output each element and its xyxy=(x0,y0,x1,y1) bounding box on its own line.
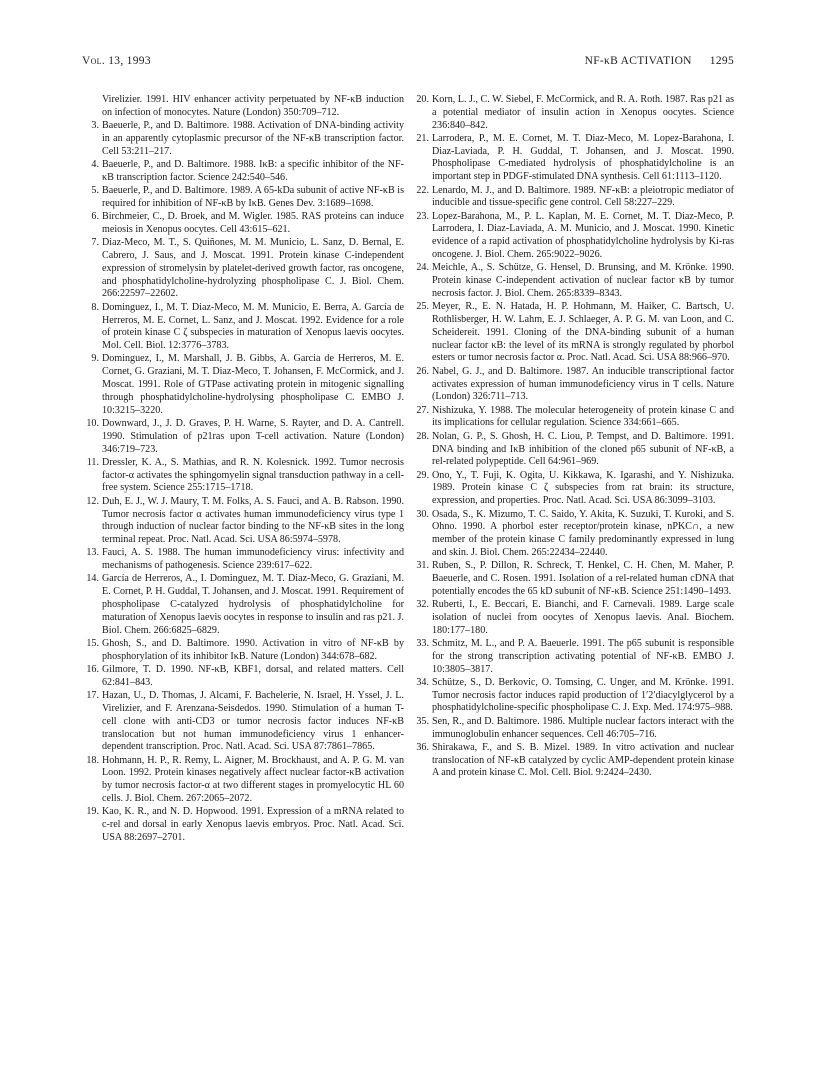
reference-entry xyxy=(82,457,404,495)
reference-entry xyxy=(82,159,404,185)
reference-entry xyxy=(412,509,734,560)
reference-number: 10. xyxy=(86,417,99,429)
reference-number: 7. xyxy=(91,237,99,249)
reference-text: Larrodera, P., M. E. Cornet, M. T. Diaz-Meco, M. Lopez-Barahona, I. Diaz-Laviada, P. H. Guddal, T. Johansen, and J. Moscat. 1990. Phospholipase C-mediated hydrolysis of phosphatidylcholine is an important step in PDGF-stimulated DNA synthesis. Cell 61:1113–1120. xyxy=(432,132,734,183)
reference-entry xyxy=(82,638,404,664)
reference-entry xyxy=(412,133,734,184)
reference-number: 21. xyxy=(416,132,429,144)
reference-text: Gilmore, T. D. 1990. NF-κB, KBF1, dorsal, and related matters. Cell 62:841–843. xyxy=(102,664,404,688)
reference-number: 23. xyxy=(416,210,429,222)
reference-text: García de Herreros, A., I. Dominguez, M. T. Diaz-Meco, G. Graziani, M. E. Cornet, P. H. Guddal, T. Johansen, and J. Moscat. 1991. Requirement of phospholipase C-catalyzed hydrolysis of phosphatidylcholine for maturation of Xenopus laevis oocytes in response to insulin and ras p21. J. Biol. Chem. 266:6825–6829. xyxy=(102,573,404,636)
reference-number: 30. xyxy=(416,508,429,520)
reference-entry xyxy=(412,94,734,132)
reference-number: 32. xyxy=(416,599,429,611)
reference-text: Ruberti, I., E. Beccari, E. Bianchi, and F. Carnevali. 1989. Large scale isolation of nuclei from oocytes of Xenopus laevis. Anal. Biochem. 180:177–180. xyxy=(432,599,734,636)
reference-text: Kao, K. R., and N. D. Hopwood. 1991. Expression of a mRNA related to c-rel and dorsal in early Xenopus laevis embryos. Proc. Natl. Acad. Sci. USA 88:2697–2701. xyxy=(102,806,404,843)
reference-number: 25. xyxy=(416,301,429,313)
reference-text: Duh, E. J., W. J. Maury, T. M. Folks, A. S. Fauci, and A. B. Rabson. 1990. Tumor necrosis factor α activates human immunodeficiency virus type 1 through induction of nuclear factor binding to the NF-κB sites in the long terminal repeat. Proc. Natl. Acad. Sci. USA 86:5974–5978. xyxy=(102,495,404,546)
reference-number: 18. xyxy=(86,754,99,766)
reference-number: 34. xyxy=(416,676,429,688)
reference-text: Ghosh, S., and D. Baltimore. 1990. Activation in vitro of NF-κB by phosphorylation of its inhibitor IκB. Nature (London) 344:678–682. xyxy=(102,637,404,662)
volume-label: Vol. 13, 1993 xyxy=(82,55,151,67)
reference-text: Meyer, R., E. N. Hatada, H. P. Hohmann, M. Haiker, C. Bartsch, U. Rothlisberger, H. W. Lahm, E. J. Schlaeger, A. P. G. M. van Loon, and C. Scheidereit. 1991. Cloning of the DNA-binding subunit of a human nuclear factor κB: the level of its mRNA is strongly regulated by phorbol esters or tumor necrosis factor α. Proc. Natl. Acad. Sci. USA 88:966–970. xyxy=(432,301,734,364)
reference-entry xyxy=(82,664,404,690)
reference-text: Birchmeier, C., D. Broek, and M. Wigler. 1985. RAS proteins can induce meiosis in Xenopus oocytes. Cell 43:615–621. xyxy=(102,211,404,235)
reference-column-left xyxy=(82,94,404,845)
reference-number: 4. xyxy=(91,158,99,170)
reference-entry xyxy=(82,573,404,637)
reference-entry xyxy=(82,185,404,211)
reference-number: 35. xyxy=(416,715,429,727)
reference-entry xyxy=(82,496,404,547)
reference-text: Ono, Y., T. Fuji, K. Ogita, U. Kikkawa, K. Igarashi, and Y. Nishizuka. 1989. Protein kinase C ζ subspecies from rat brain: its structure, expression, and properties. Proc. Natl. Acad. Sci. USA 86:3099–3103. xyxy=(432,469,734,507)
reference-number: 29. xyxy=(416,469,429,481)
reference-text: Shirakawa, F., and S. B. Mizel. 1989. In vitro activation and nuclear translocation of NF-κB catalyzed by cyclic AMP-dependent protein kinase A and protein kinase C. Mol. Cell. Biol. 9:2424–2430. xyxy=(432,741,734,779)
reference-number: 19. xyxy=(86,806,99,818)
reference-number: 20. xyxy=(416,94,429,105)
reference-text: Dressler, K. A., S. Mathias, and R. N. Kolesnick. 1992. Tumor necrosis factor-α activates the sphingomyelin signal transduction pathway in a cell-free system. Science 255:1715–1718. xyxy=(102,456,404,494)
reference-entry xyxy=(82,755,404,806)
reference-text: Downward, J., J. D. Graves, P. H. Warne, S. Rayter, and D. A. Cantrell. 1990. Stimulation of p21ras upon T-cell activation. Nature (London) 346:719–723. xyxy=(102,417,404,455)
reference-entry xyxy=(82,237,404,301)
running-header xyxy=(585,55,734,67)
reference-entry xyxy=(412,638,734,676)
reference-number: 36. xyxy=(416,741,429,753)
reference-entry xyxy=(412,560,734,598)
reference-number: 27. xyxy=(416,404,429,416)
reference-entry xyxy=(82,806,404,844)
reference-number: 28. xyxy=(416,430,429,442)
reference-number: 33. xyxy=(416,637,429,649)
reference-entry xyxy=(412,211,734,262)
reference-entry xyxy=(412,470,734,508)
reference-number: 8. xyxy=(91,301,99,313)
reference-entry xyxy=(412,185,734,211)
reference-entry xyxy=(82,418,404,456)
reference-text: Baeuerle, P., and D. Baltimore. 1988. IκB: a specific inhibitor of the NF-κB transcription factor. Science 242:540–546. xyxy=(102,158,404,183)
reference-number: 11. xyxy=(86,456,99,468)
reference-text: Osada, S., K. Mizumo, T. C. Saido, Y. Akita, K. Suzuki, T. Kuroki, and S. Ohno. 1990. A phorbol ester receptor/protein kinase, nPKC∩, a new member of the protein kinase C family predominantly expressed in lung and skin. J. Biol. Chem. 265:22434–22440. xyxy=(432,508,734,558)
reference-entry xyxy=(412,366,734,404)
reference-text: Schütze, S., D. Berkovic, O. Tomsing, C. Unger, and M. Krönke. 1991. Tumor necrosis factor induces rapid production of 1′2′diacylglycerol by a phosphatidylcholine-specific phospholipase C. J. Exp. Med. 174:975–988. xyxy=(432,676,734,714)
reference-text: Baeuerle, P., and D. Baltimore. 1989. A 65-kDa subunit of active NF-κB is required for inhibition of NF-κB by IκB. Genes Dev. 3:1689–1698. xyxy=(102,185,404,209)
reference-text: Meichle, A., S. Schütze, G. Hensel, D. Brunsing, and M. Krönke. 1990. Protein kinase C-independent activation of nuclear factor κB by tumor necrosis factor. J. Biol. Chem. 265:8339–8343. xyxy=(432,262,734,299)
reference-text: Lopez-Barahona, M., P. L. Kaplan, M. E. Cornet, M. T. Diaz-Meco, P. Larrodera, I. Diaz-Laviada, A. M. Municio, and J. Moscat. 1990. Kinetic evidence of a rapid activation of phosphatidylcholine hydrolysis by Ki-ras oncogene. J. Biol. Chem. 265:9022–9026. xyxy=(432,210,734,261)
reference-entry xyxy=(82,353,404,417)
reference-entry xyxy=(82,547,404,573)
reference-column-right xyxy=(412,94,734,781)
reference-entry xyxy=(82,690,404,754)
reference-entry xyxy=(412,716,734,742)
reference-number: 3. xyxy=(91,120,99,132)
reference-text: Nolan, G. P., S. Ghosh, H. C. Liou, P. Tempst, and D. Baltimore. 1991. DNA binding and IκB inhibition of the cloned p65 subunit of NF-κB, a rel-related polypeptide. Cell 64:961–969. xyxy=(432,430,734,468)
reference-text: Hazan, U., D. Thomas, J. Alcami, F. Bachelerie, N. Israel, H. Yssel, J. L. Virelizier, and F. Arenzana-Seisdedos. 1990. Stimulation of a human T-cell clone with anti-CD3 or tumor necrosis factor induces NF-κB translocation but not human immunodeficiency virus 1 enhancer-dependent transcription. Proc. Natl. Acad. Sci. USA 87:7861–7865. xyxy=(102,690,404,753)
reference-number: 9. xyxy=(91,353,99,365)
reference-text: Schmitz, M. L., and P. A. Baeuerle. 1991. The p65 subunit is responsible for the strong transcription activating potential of NF-κB. EMBO J. 10:3805–3817. xyxy=(432,637,734,675)
reference-text: Fauci, A. S. 1988. The human immunodeficiency virus: infectivity and mechanisms of pathogenesis. Science 239:617–622. xyxy=(102,547,404,572)
reference-number: 22. xyxy=(416,184,429,196)
reference-text: Sen, R., and D. Baltimore. 1986. Multiple nuclear factors interact with the immunoglobulin enhancer sequences. Cell 46:705–716. xyxy=(432,715,734,740)
reference-number: 13. xyxy=(86,547,99,559)
reference-text: Baeuerle, P., and D. Baltimore. 1988. Activation of DNA-binding activity in an apparently cytoplasmic precursor of the NF-κB transcription factor. Cell 53:211–217. xyxy=(102,120,404,157)
reference-text: Korn, L. J., C. W. Siebel, F. McCormick, and R. A. Roth. 1987. Ras p21 as a potential mediator of insulin action in Xenopus oocytes. Science 236:840–842. xyxy=(432,94,735,131)
reference-text: Lenardo, M. J., and D. Baltimore. 1989. NF-κB: a pleiotropic mediator of inducible and tissue-specific gene control. Cell 58:227–229. xyxy=(432,184,734,209)
reference-number: 6. xyxy=(91,211,99,223)
reference-text: Diaz-Meco, M. T., S. Quiñones, M. M. Municio, L. Sanz, D. Bernal, E. Cabrero, J. Saus, and J. Moscat. 1991. Protein kinase C-independent expression of stromelysin by platelet-derived growth factor, ras oncogene, and phosphatidylcholine-hydrolyzing phospholipase C. J. Biol. Chem. 266:22597–22602. xyxy=(102,237,404,300)
reference-entry xyxy=(412,599,734,637)
running-title: NF-κB ACTIVATION xyxy=(584,55,692,67)
reference-number: 12. xyxy=(86,495,99,507)
reference-number: 5. xyxy=(91,185,99,197)
reference-number: 26. xyxy=(416,365,429,377)
reference-number: 14. xyxy=(86,573,99,585)
page-number: 1295 xyxy=(709,55,734,67)
reference-number: 17. xyxy=(86,690,99,702)
reference-entry xyxy=(412,301,734,365)
reference-entry xyxy=(412,431,734,469)
reference-text: Nishizuka, Y. 1988. The molecular heterogeneity of protein kinase C and its implications for cellular regulation. Science 334:661–665. xyxy=(432,404,734,429)
reference-entry xyxy=(412,742,734,780)
reference-text: Virelizier. 1991. HIV enhancer activity perpetuated by NF-κB induction on infection of monocytes. Nature (London) 350:709–712. xyxy=(102,94,404,118)
reference-entry xyxy=(82,94,404,120)
reference-entry xyxy=(412,262,734,300)
reference-number: 15. xyxy=(86,637,99,649)
reference-entry xyxy=(82,211,404,237)
reference-number: 24. xyxy=(416,262,429,274)
reference-number: 16. xyxy=(86,664,99,676)
reference-entry xyxy=(82,120,404,158)
reference-entry xyxy=(82,302,404,353)
reference-text: Ruben, S., P. Dillon, R. Schreck, T. Henkel, C. H. Chen, M. Maher, P. Baeuerle, and C. Rosen. 1991. Isolation of a rel-related human cDNA that potentially encodes the 65 kD subunit of NF-κB. Science 251:1490–1493. xyxy=(432,560,734,597)
reference-entry xyxy=(412,405,734,431)
reference-number: 31. xyxy=(416,560,429,572)
reference-text: Dominguez, I., M. Marshall, J. B. Gibbs, A. Garcia de Herreros, M. E. Cornet, G. Graziani, M. T. Diaz-Meco, T. Johansen, F. McCormick, and J. Moscat. 1991. Role of GTPase activating protein in mitogenic signalling through phosphatidylcholine-hydrolysing phospholipase C. EMBO J. 10:3215–3220. xyxy=(102,353,404,416)
reference-text: Nabel, G. J., and D. Baltimore. 1987. An inducible transcriptional factor activates expression of human immunodeficiency virus in T cells. Nature (London) 326:711–713. xyxy=(432,365,734,403)
reference-text: Dominguez, I., M. T. Diaz-Meco, M. M. Municio, E. Berra, A. García de Herreros, M. E. Cornet, L. Sanz, and J. Moscat. 1992. Evidence for a role of protein kinase C ζ subspecies in maturation of Xenopus laevis oocytes. Mol. Cell. Biol. 12:3776–3783. xyxy=(102,301,404,352)
reference-entry xyxy=(412,677,734,715)
reference-text: Hohmann, H. P., R. Remy, L. Aigner, M. Brockhaust, and A. P. G. M. van Loon. 1992. Protein kinases negatively affect nuclear factor-κB activation by tumor necrosis factor-α at two different stages in promyelocytic HL 60 cells. J. Biol. Chem. 267:2065–2072. xyxy=(102,754,404,805)
